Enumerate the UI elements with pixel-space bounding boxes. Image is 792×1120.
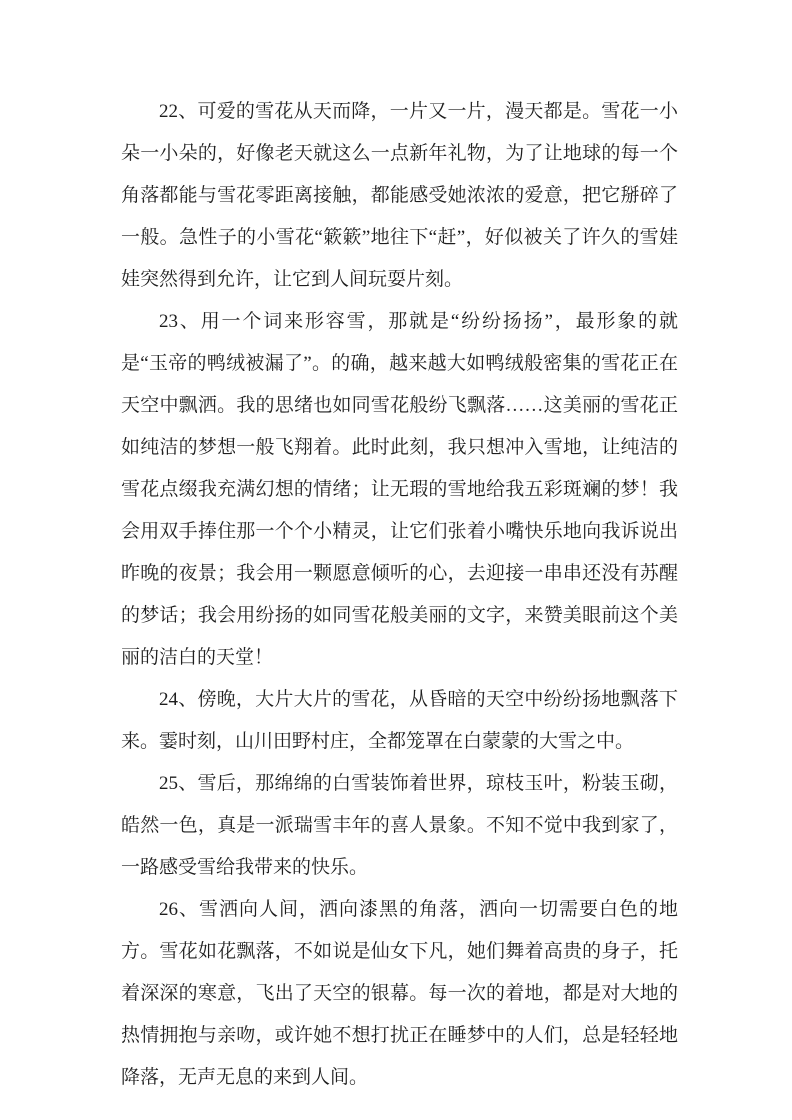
paragraph-25: 25、雪后，那绵绵的白雪装饰着世界，琼枝玉叶，粉装玉砌，皓然一色，真是一派瑞雪丰年的喜人景象。不知不觉中我到家了，一路感受雪给我带来的快乐。 [121,773,678,878]
document-content [121,91,678,1099]
paragraph-23: 23、用一个词来形容雪，那就是“纷纷扬扬”，最形象的就是“玉帝的鸭绒被漏了”。的确，越来越大如鸭绒般密集的雪花正在天空中飘洒。我的思绪也如同雪花般纷飞飘落……这美丽的雪花正如纯洁的梦想一般飞翔着。此时此刻，我只想冲入雪地，让纯洁的雪花点缀我充满幻想的情绪；让无瑕的雪地给我五彩斑斓的梦！我会用双手捧住那一个个小精灵，让它们张着小嘴快乐地向我诉说出昨晚的夜景；我会用一颗愿意倾听的心，去迎接一串串还没有苏醒的梦话；我会用纷扬的如同雪花般美丽的文字，来赞美眼前这个美丽的洁白的天堂！ [121,311,678,668]
paragraph-24: 24、傍晚，大片大片的雪花，从昏暗的天空中纷纷扬地飘落下来。霎时刻，山川田野村庄，全都笼罩在白蒙蒙的大雪之中。 [121,689,678,752]
paragraph-22: 22、可爱的雪花从天而降，一片又一片，漫天都是。雪花一小朵一小朵的，好像老天就这么一点新年礼物，为了让地球的每一个角落都能与雪花零距离接触，都能感受她浓浓的爱意，把它掰碎了一般。急性子的小雪花“簌簌”地往下“赶”，好似被关了许久的雪娃娃突然得到允许，让它到人间玩耍片刻。 [121,101,678,290]
paragraph-26: 26、雪洒向人间，洒向漆黑的角落，洒向一切需要白色的地方。雪花如花飘落，不如说是仙女下凡，她们舞着高贵的身子，托着深深的寒意，飞出了天空的银幕。每一次的着地，都是对大地的热情拥抱与亲吻，或许她不想打扰正在睡梦中的人们，总是轻轻地降落，无声无息的来到人间。 [121,899,678,1088]
